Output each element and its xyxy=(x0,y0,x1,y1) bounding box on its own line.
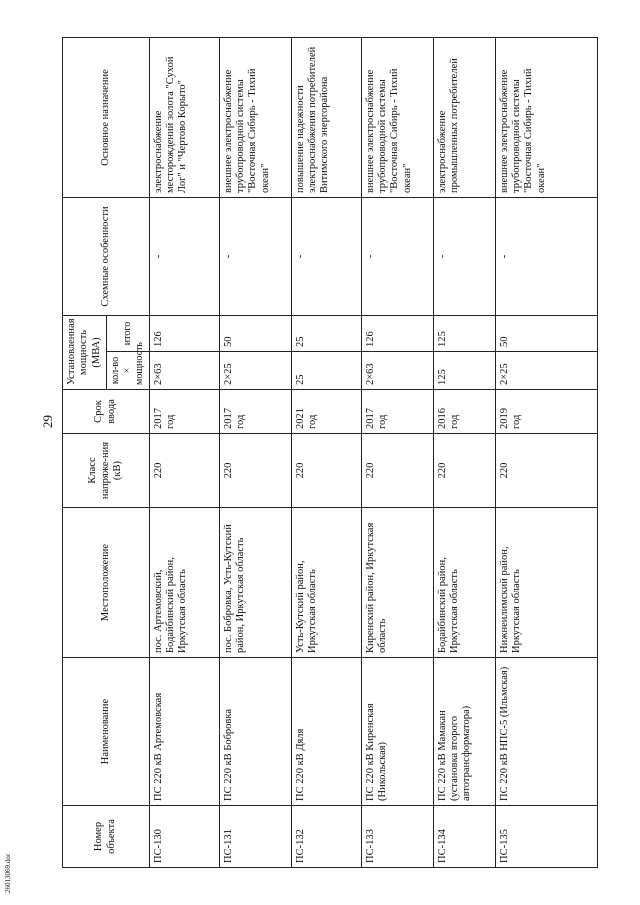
cell-purpose: внешнее электроснабжение трубопроводной системы "Восточная Сибирь - Тихий океан" xyxy=(219,38,291,198)
table-row xyxy=(149,38,219,868)
cell-purpose: внешнее электроснабжение трубопроводной системы "Восточная Сибирь - Тихий океан" xyxy=(361,38,433,198)
table-row xyxy=(219,38,291,868)
cell-voltage: 220 xyxy=(361,434,433,508)
table-row xyxy=(291,38,361,868)
cell-location: Бодайбинский район, Иркутская область xyxy=(433,508,495,658)
cell-total: 126 xyxy=(149,316,219,352)
cell-year: 2017 год xyxy=(361,390,433,434)
header-purpose: Основное назначение xyxy=(63,38,150,198)
header-voltage: Класс напряже-ния (кВ) xyxy=(63,434,150,508)
cell-total: 125 xyxy=(433,316,495,352)
cell-name: ПС 220 кВ Мамакан (установка второго автотрансформатора) xyxy=(433,658,495,806)
cell-scheme: - xyxy=(433,198,495,316)
cell-scheme: - xyxy=(219,198,291,316)
cell-location: Нижнеилимский район, Иркутская область xyxy=(495,508,597,658)
cell-purpose: электроснабжение промышленных потребителей xyxy=(433,38,495,198)
cell-year: 2019 год xyxy=(495,390,597,434)
header-capacity-total: итого xyxy=(107,316,149,352)
header-number: Номер объекта xyxy=(63,806,150,868)
cell-number: ПС-133 xyxy=(361,806,433,868)
cell-count: 2×25 xyxy=(495,352,597,390)
header-location: Местоположение xyxy=(63,508,150,658)
cell-number: ПС-132 xyxy=(291,806,361,868)
cell-voltage: 220 xyxy=(149,434,219,508)
cell-year: 2016 год xyxy=(433,390,495,434)
cell-voltage: 220 xyxy=(291,434,361,508)
cell-voltage: 220 xyxy=(433,434,495,508)
cell-purpose: повышение надежности электроснабжения потребителей Витимского энергорайона xyxy=(291,38,361,198)
cell-scheme: - xyxy=(495,198,597,316)
cell-scheme: - xyxy=(361,198,433,316)
substations-table xyxy=(62,37,598,868)
cell-total: 50 xyxy=(219,316,291,352)
header-capacity: Установленная мощность (МВА) xyxy=(63,316,107,390)
cell-number: ПС-135 xyxy=(495,806,597,868)
cell-count: 2×25 xyxy=(219,352,291,390)
cell-count: 25 xyxy=(291,352,361,390)
cell-name: ПС 220 кВ НПС-5 (Ильмская) xyxy=(495,658,597,806)
cell-location: Усть-Кутский район, Иркутская область xyxy=(291,508,361,658)
cell-location: пос. Бобровка, Усть-Кутский район, Иркутская область xyxy=(219,508,291,658)
cell-count: 2×63 xyxy=(361,352,433,390)
cell-total: 50 xyxy=(495,316,597,352)
cell-name: ПС 220 кВ Бобровка xyxy=(219,658,291,806)
cell-location: Киренский район, Иркутская область xyxy=(361,508,433,658)
cell-year: 2017 год xyxy=(149,390,219,434)
cell-name: ПС 220 кВ Киренская (Никольская) xyxy=(361,658,433,806)
page-number: 29 xyxy=(40,415,55,428)
rotated-table-container xyxy=(62,38,572,868)
header-scheme: Схемные особенности xyxy=(63,198,150,316)
cell-scheme: - xyxy=(149,198,219,316)
cell-voltage: 220 xyxy=(495,434,597,508)
table-row xyxy=(361,38,433,868)
cell-year: 2021 год xyxy=(291,390,361,434)
cell-total: 126 xyxy=(361,316,433,352)
table-row xyxy=(433,38,495,868)
cell-number: ПС-130 xyxy=(149,806,219,868)
header-capacity-count: кол-во × мощность xyxy=(107,352,149,390)
cell-count: 125 xyxy=(433,352,495,390)
header-name: Наименование xyxy=(63,658,150,806)
cell-number: ПС-134 xyxy=(433,806,495,868)
cell-name: ПС 220 кВ Артемовская xyxy=(149,658,219,806)
header-year: Срок ввода xyxy=(63,390,150,434)
document-id: 26013069.doc xyxy=(4,853,12,893)
cell-purpose: электроснабжение месторождений золота "Сухой Лог" и "Чертово Корыто" xyxy=(149,38,219,198)
cell-scheme: - xyxy=(291,198,361,316)
cell-name: ПС 220 кВ Дяля xyxy=(291,658,361,806)
cell-purpose: внешнее электроснабжение трубопроводной системы "Восточная Сибирь - Тихий океан" xyxy=(495,38,597,198)
table-row xyxy=(495,38,597,868)
cell-year: 2017 год xyxy=(219,390,291,434)
cell-location: пос. Артемовский, Бодайбинский район, Иркутская область xyxy=(149,508,219,658)
cell-number: ПС-131 xyxy=(219,806,291,868)
cell-count: 2×63 xyxy=(149,352,219,390)
cell-voltage: 220 xyxy=(219,434,291,508)
cell-total: 25 xyxy=(291,316,361,352)
